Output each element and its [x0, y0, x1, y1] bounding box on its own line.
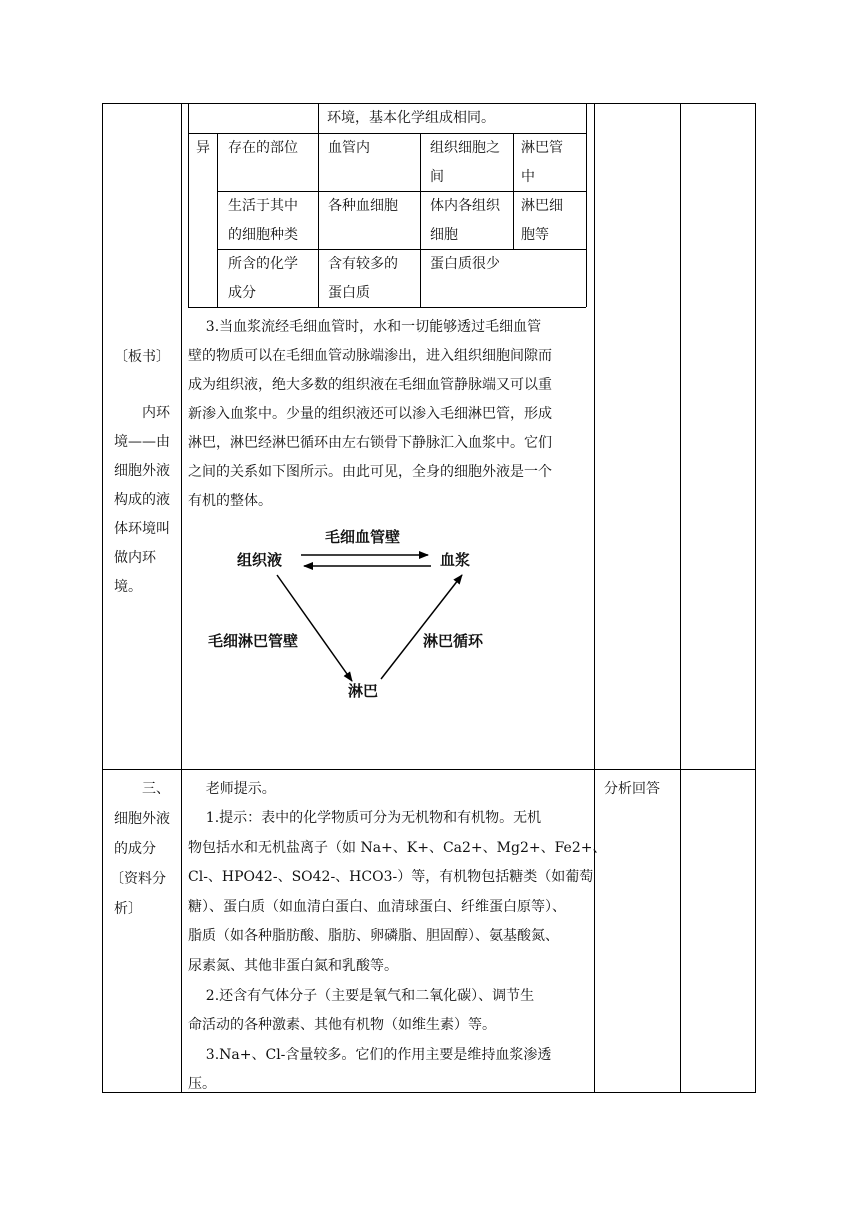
arrow-tissue-to-lymph — [277, 575, 352, 681]
teacher-hint: 老师提示。 — [188, 781, 276, 797]
label-lymph-capillary-wall: 毛细淋巴管壁 — [208, 632, 299, 650]
table-cell: 所含的化学 成分 — [228, 256, 298, 301]
paragraph-body: 3.当血浆流经毛细血管时，水和一切能够透过毛细血管 壁的物质可以在毛细血管动脉端渗出，进入组织细胞间隙而 成为组织液，绝大多数的组织液在毛细血管静脉端又可以重 新渗入血浆中。少量的组织液还可以渗入毛细淋巴管，形成 淋巴，淋巴经淋巴循环由左右锁骨下静脉汇入血浆中。它们 之间的关系如下图所示。由此可见，全身的细胞外液是一个 有机的整体。 — [188, 319, 552, 509]
table-continuation-text: 环境，基本化学组成相同。 — [327, 110, 495, 126]
table-cell: 组织细胞之 间 — [430, 140, 500, 185]
section3-line: 三、 — [142, 781, 170, 797]
label-capillary-wall: 毛细血管壁 — [325, 528, 401, 546]
blackboard-line: 内环 — [142, 405, 170, 421]
section3-line: 析〕 — [114, 901, 142, 917]
table-cell: 淋巴细 胞等 — [521, 198, 563, 243]
label-lymph-circulation: 淋巴循环 — [423, 632, 484, 650]
arrow-lymph-to-plasma — [381, 575, 462, 679]
blackboard-line: 细胞外液 — [114, 463, 170, 479]
table-cell: 生活于其中 的细胞种类 — [228, 198, 298, 243]
blackboard-label: 〔板书〕 — [114, 349, 170, 365]
table-cell: 血管内 — [328, 140, 370, 156]
fluid-relationship-diagram — [205, 515, 505, 715]
node-tissue-fluid: 组织液 — [237, 551, 283, 569]
difference-label: 异 — [196, 140, 210, 156]
table-cell: 存在的部位 — [228, 140, 298, 156]
section3-content: 1.提示：表中的化学物质可分为无机物和有机物。无机 物包括水和无机盐离子（如 Na+、K+、Ca2+、Mg2+、Fe2+、 Cl-、HPO42-、SO42-、HCO3-）等，有机物包括糖类（如葡萄 糖）、蛋白质（如血清白蛋白、血清球蛋白、纤维蛋白原等）、 脂质（如各种脂肪酸、脂肪、卵磷脂、胆固醇）、氨基酸氮、 尿素氮、其他非蛋白氮和乳酸等。 2.还含有气体分子（主要是氧气和二氧化碳）、调节生 命活动的各种激素、其他有机物（如维生素）等。 3.Na+、Cl-含量较多。它们的作用主要是维持血浆渗透 压。 — [188, 810, 607, 1093]
node-lymph: 淋巴 — [348, 682, 379, 700]
blackboard-line: 体环境叫 — [114, 521, 170, 537]
section3-line: 〔资料分 — [110, 871, 166, 887]
blackboard-line: 做内环 — [114, 550, 156, 566]
student-activity: 分析回答 — [604, 781, 660, 797]
blackboard-line: 境。 — [114, 579, 142, 595]
section3-line: 的成分 — [114, 841, 156, 857]
table-cell: 蛋白质很少 — [430, 256, 500, 272]
blackboard-line: 境——由 — [114, 434, 170, 450]
node-plasma: 血浆 — [440, 551, 471, 569]
table-cell: 各种血细胞 — [328, 198, 398, 214]
table-cell: 含有较多的 蛋白质 — [328, 256, 398, 301]
table-cell: 淋巴管 中 — [521, 140, 563, 185]
blackboard-line: 构成的液 — [114, 492, 170, 508]
section3-line: 细胞外液 — [114, 811, 170, 827]
table-cell: 体内各组织 细胞 — [430, 198, 500, 243]
